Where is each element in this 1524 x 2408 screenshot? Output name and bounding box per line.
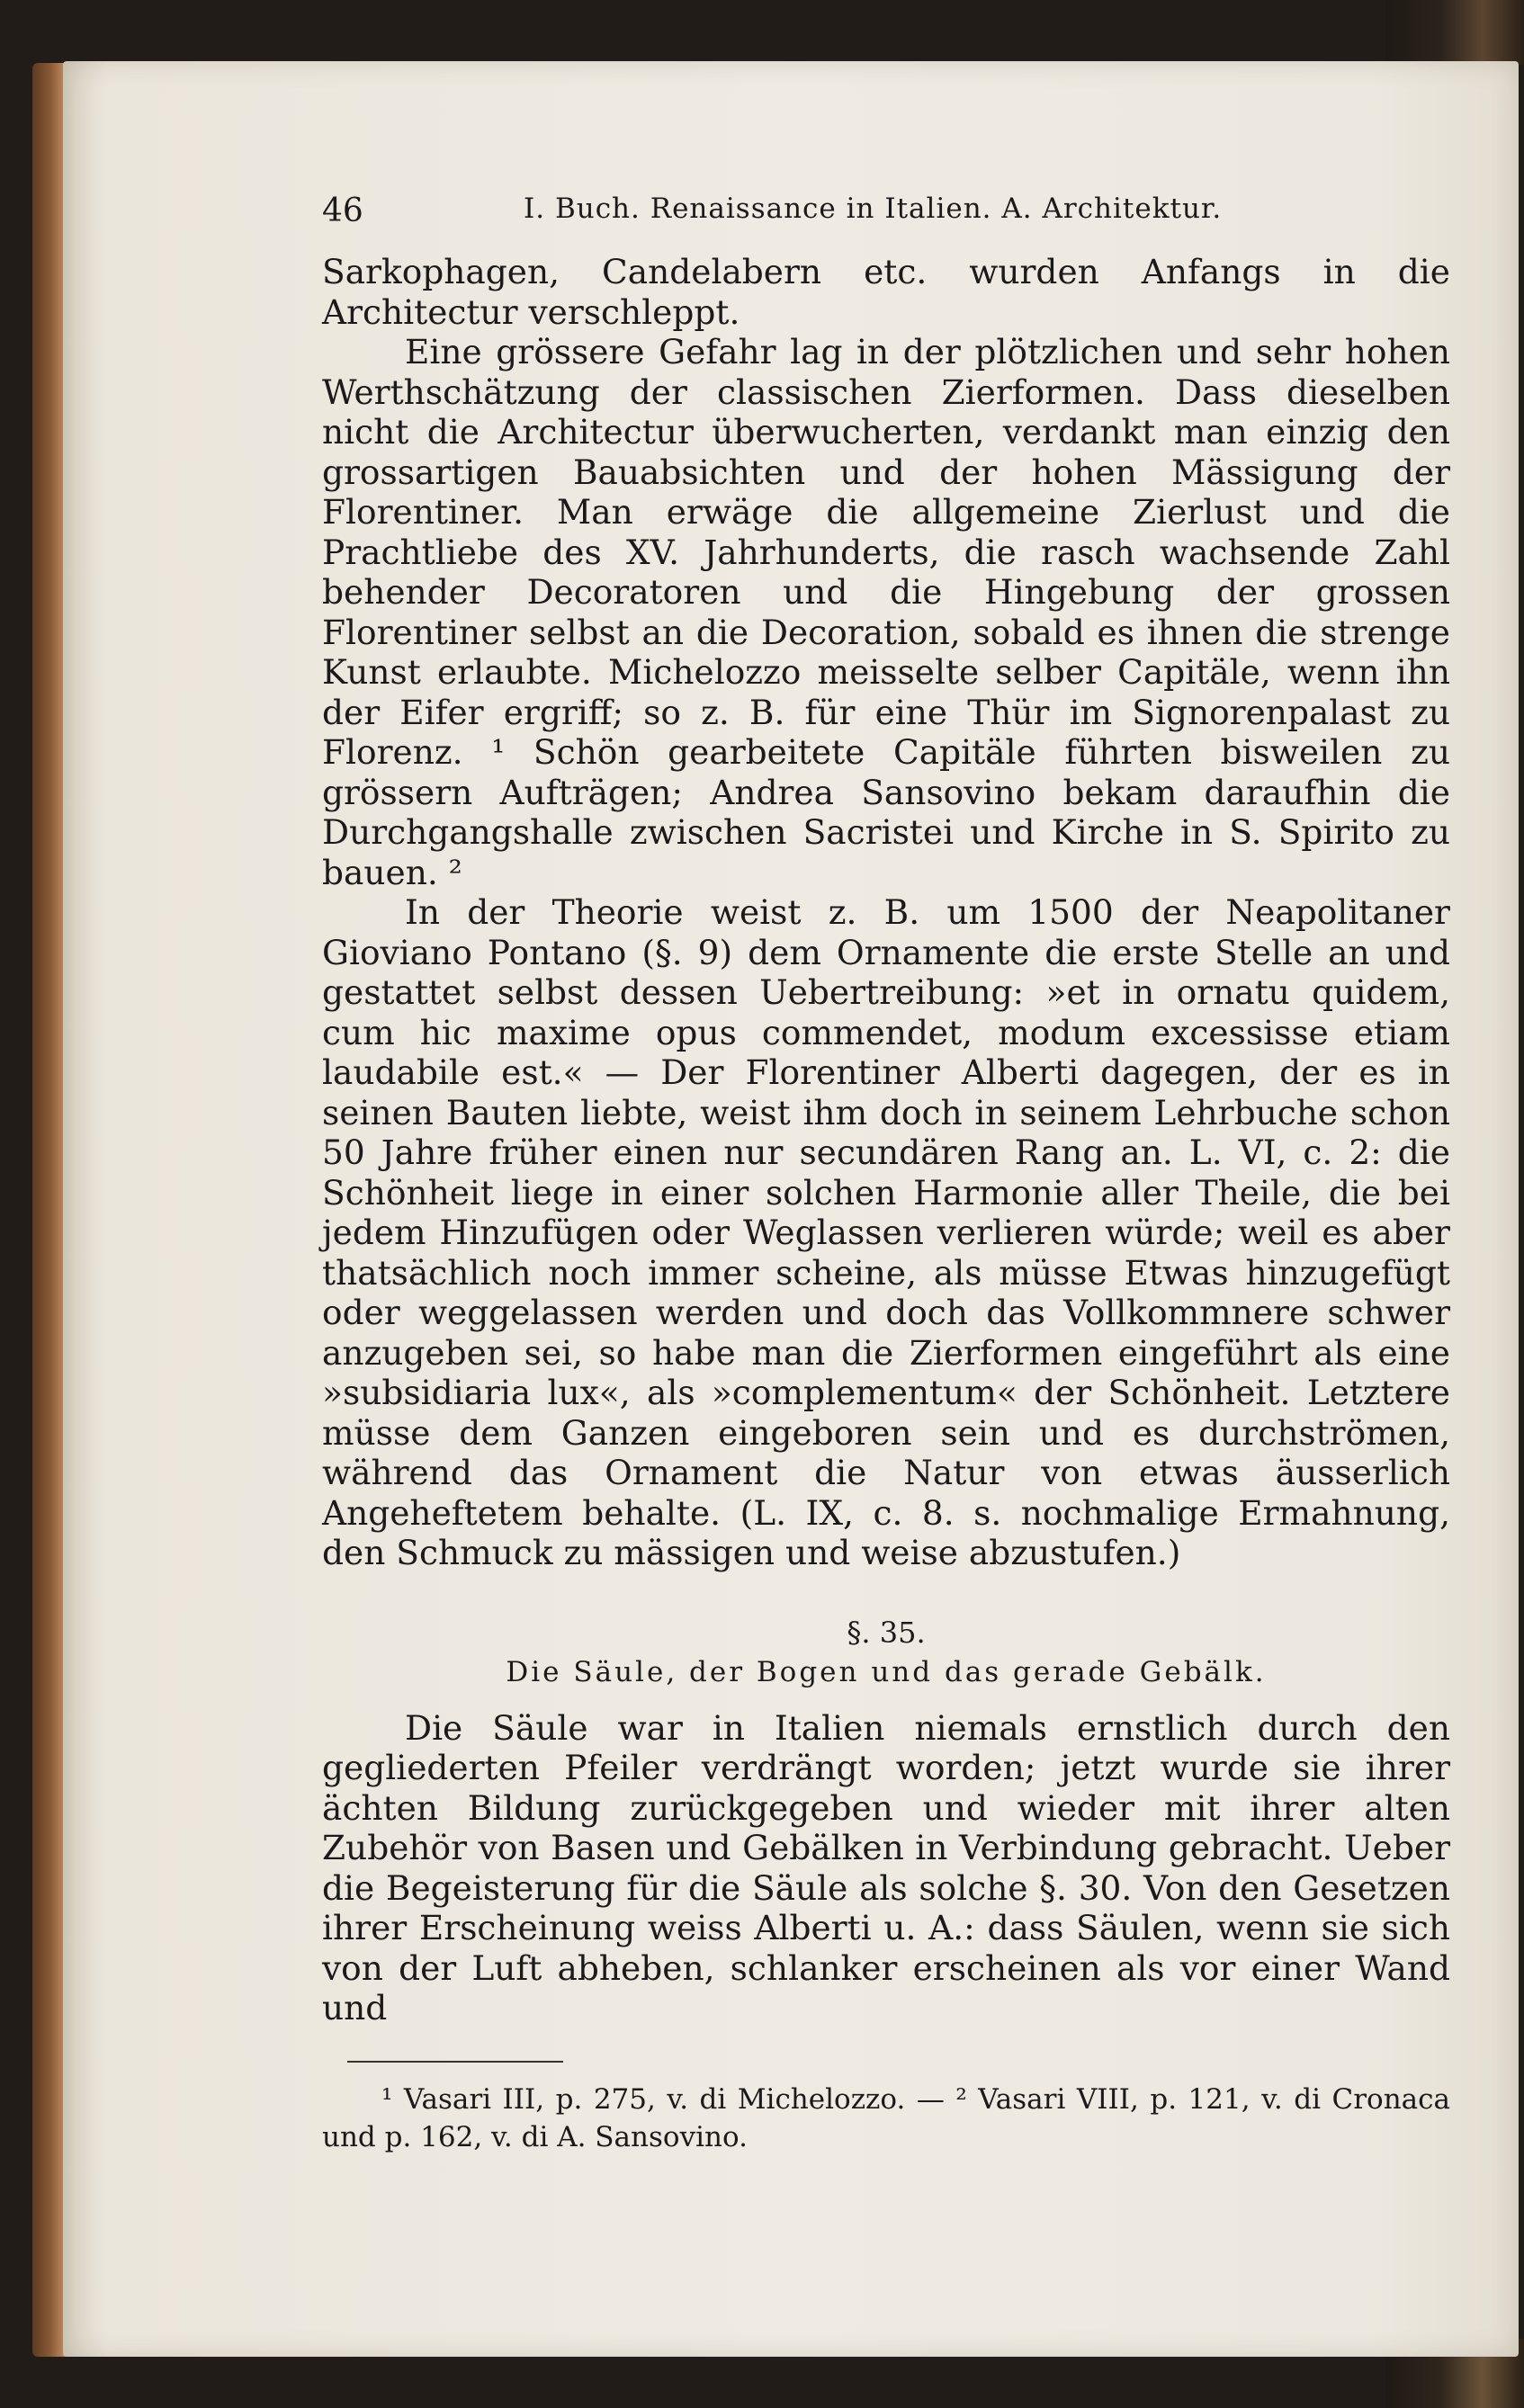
- paragraph: Sarkophagen, Candelabern etc. wurden Anfangs in die Architectur verschleppt.: [322, 252, 1450, 332]
- footnote-text: ¹ Vasari III, p. 275, v. di Michelozzo. — ² Vasari VIII, p. 121, v. di Cronaca und p. 162, v. di A. Sansovino.: [322, 2082, 1450, 2153]
- footnotes: [322, 2081, 1450, 2156]
- paragraph: Eine grössere Gefahr lag in der plötzlichen und sehr hohen Werthschätzung der classischen Zierformen. Dass dieselben nicht die Architectur überwucherten, verdankt man einzig den grossartigen Bauabsichten und der hohen Mässigung der Florentiner. Man erwäge die allgemeine Zierlust und die Prachtliebe des XV. Jahrhunderts, die rasch wachsende Zahl behender Decoratoren und die Hingebung der grossen Florentiner selbst an die Decoration, sobald es ihnen die strenge Kunst erlaubte. Michelozzo meisselte selber Capitäle, wenn ihn der Eifer ergriff; so z. B. für eine Thür im Signorenpalast zu Florenz. ¹ Schön gearbeitete Capitäle führten bisweilen zu grössern Aufträgen; Andrea Sansovino bekam daraufhin die Durchgangshalle zwischen Sacristei und Kirche in S. Spirito zu bauen. ²: [322, 332, 1450, 892]
- footnote-divider: [347, 2061, 563, 2063]
- page-content: [266, 185, 1452, 2156]
- body-text: [322, 252, 1450, 1573]
- paragraph: In der Theorie weist z. B. um 1500 der Neapolitaner Gioviano Pontano (§. 9) dem Ornamente die erste Stelle an und gestattet selbst dessen Uebertreibung: »et in ornatu quidem, cum hic maxime opus commendet, modum excessisse etiam laudabile est.« — Der Florentiner Alberti dagegen, der es in seinen Bauten liebte, weist ihm doch in seinem Lehrbuche schon 50 Jahre früher einen nur secundären Rang an. L. VI, c. 2: die Schönheit liege in einer solchen Harmonie aller Theile, die bei jedem Hinzufügen oder Weglassen verlieren würde; weil es aber thatsächlich noch immer scheine, als müsse Etwas hinzugefügt oder weggelassen werden und doch das Vollkommnere schwer anzugeben sei, so habe man die Zierformen eingeführt als eine »subsidiaria lux«, als »complementum« der Schönheit. Letztere müsse dem Ganzen eingeboren sein und es durchströmen, während das Ornament die Natur von etwas äusserlich Angeheftetem behalte. (L. IX, c. 8. s. nochmalige Ermahnung, den Schmuck zu mässigen und weise abzustufen.): [322, 892, 1450, 1572]
- section-title: Die Säule, der Bogen und das gerade Gebälk.: [506, 1655, 1267, 1688]
- page-number: 46: [322, 192, 363, 229]
- book-edge-top: [1385, 0, 1524, 65]
- section-number: §. 35.: [847, 1615, 926, 1650]
- running-header: [266, 185, 1452, 236]
- section-body: [322, 1708, 1450, 2028]
- paragraph: Die Säule war in Italien niemals ernstlich durch den gegliederten Pfeiler verdrängt worden; jetzt wurde sie ihrer ächten Bildung zurückgegeben und wieder mit ihrer alten Zubehör von Basen und Gebälken in Verbindung gebracht. Ueber die Begeisterung für die Säule als solche §. 30. Von den Gesetzen ihrer Erscheinung weiss Alberti u. A.: dass Säulen, wenn sie sich von der Luft abheben, schlanker erscheinen als vor einer Wand und: [322, 1707, 1450, 2028]
- running-title: I. Buch. Renaissance in Italien. A. Architektur.: [524, 192, 1223, 225]
